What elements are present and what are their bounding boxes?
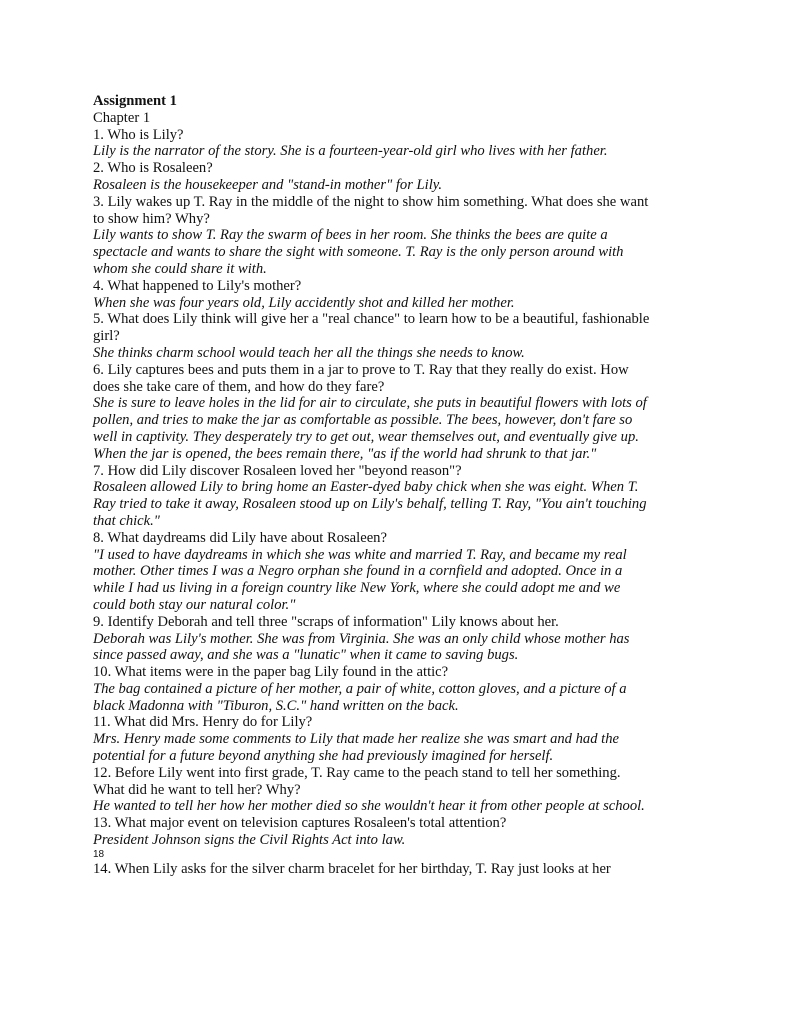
question-1: 1. Who is Lily? — [93, 126, 184, 143]
answer-4: When she was four years old, Lily accidently shot and killed her mother. — [93, 294, 515, 311]
chapter-label: Chapter 1 — [93, 109, 151, 126]
document-page — [93, 93, 653, 878]
question-10: 10. What items were in the paper bag Lily found in the attic? — [93, 664, 449, 681]
question-5: 5. What does Lily think will give her a "real chance" to learn how to be a beautiful, fashionable girl? — [93, 311, 650, 345]
answer-7: Rosaleen allowed Lily to bring home an Easter-dyed baby chick when she was eight. When T. Ray tried to take it away, Rosaleen stood up on Lily's behalf, telling T. Ray, "You ain't touching that chick." — [93, 479, 647, 529]
answer-11: Mrs. Henry made some comments to Lily that made her realize she was smart and had the potential for a future beyond anything she had previously imagined for herself. — [93, 731, 619, 765]
question-11: 11. What did Mrs. Henry do for Lily? — [93, 714, 313, 731]
answer-5: She thinks charm school would teach her all the things she needs to know. — [93, 344, 525, 361]
question-3: 3. Lily wakes up T. Ray in the middle of the night to show him something. What does she want to show him? Why? — [93, 193, 649, 227]
answer-10: The bag contained a picture of her mother, a pair of white, cotton gloves, and a picture of a black Madonna with "Tiburon, S.C." hand written on the back. — [93, 680, 627, 714]
answer-6: She is sure to leave holes in the lid for air to circulate, she puts in beautiful flowers with lots of pollen, and tries to make the jar as comfortable as possible. The bees, however, don't fare so well in captivity. They desperately try to get out, wear themselves out, and eventually give up. When the jar is opened, the bees remain there, "as if the world had shrunk to that jar." — [93, 395, 647, 462]
question-7: 7. How did Lily discover Rosaleen loved her "beyond reason"? — [93, 462, 462, 479]
answer-2: Rosaleen is the housekeeper and "stand-in mother" for Lily. — [93, 176, 443, 193]
answer-12: He wanted to tell her how her mother died so she wouldn't hear it from other people at school. — [93, 798, 645, 815]
question-4: 4. What happened to Lily's mother? — [93, 277, 302, 294]
question-8: 8. What daydreams did Lily have about Rosaleen? — [93, 529, 387, 546]
question-6: 6. Lily captures bees and puts them in a jar to prove to T. Ray that they really do exist. How does she take care of them, and how do they fare? — [93, 361, 629, 395]
answer-13: President Johnson signs the Civil Rights Act into law. — [93, 832, 406, 849]
question-2: 2. Who is Rosaleen? — [93, 160, 213, 177]
question-13: 13. What major event on television captures Rosaleen's total attention? — [93, 815, 507, 832]
page-number: 18 — [93, 848, 105, 860]
answer-1: Lily is the narrator of the story. She is a fourteen-year-old girl who lives with her father. — [93, 143, 608, 160]
question-9: 9. Identify Deborah and tell three "scraps of information" Lily knows about her. — [93, 613, 559, 630]
answer-3: Lily wants to show T. Ray the swarm of bees in her room. She thinks the bees are quite a spectacle and wants to share the sight with someone. T. Ray is the only person around with whom she could share it with. — [93, 227, 624, 277]
answer-9: Deborah was Lily's mother. She was from Virginia. She was an only child whose mother has since passed away, and she was a "lunatic" when it came to saving bugs. — [93, 630, 630, 664]
question-14-partial: 14. When Lily asks for the silver charm bracelet for her birthday, T. Ray just looks at her — [93, 860, 611, 877]
answer-8: "I used to have daydreams in which she was white and married T. Ray, and became my real mother. Other times I was a Negro orphan she found in a cornfield and adopted. Once in a while I had us living in a foreign country like New York, where she could adopt me and we could both stay our natural color." — [93, 546, 627, 613]
assignment-title: Assignment 1 — [93, 93, 177, 109]
question-12: 12. Before Lily went into first grade, T. Ray came to the peach stand to tell her something. What did he want to tell her? Why? — [93, 764, 621, 798]
